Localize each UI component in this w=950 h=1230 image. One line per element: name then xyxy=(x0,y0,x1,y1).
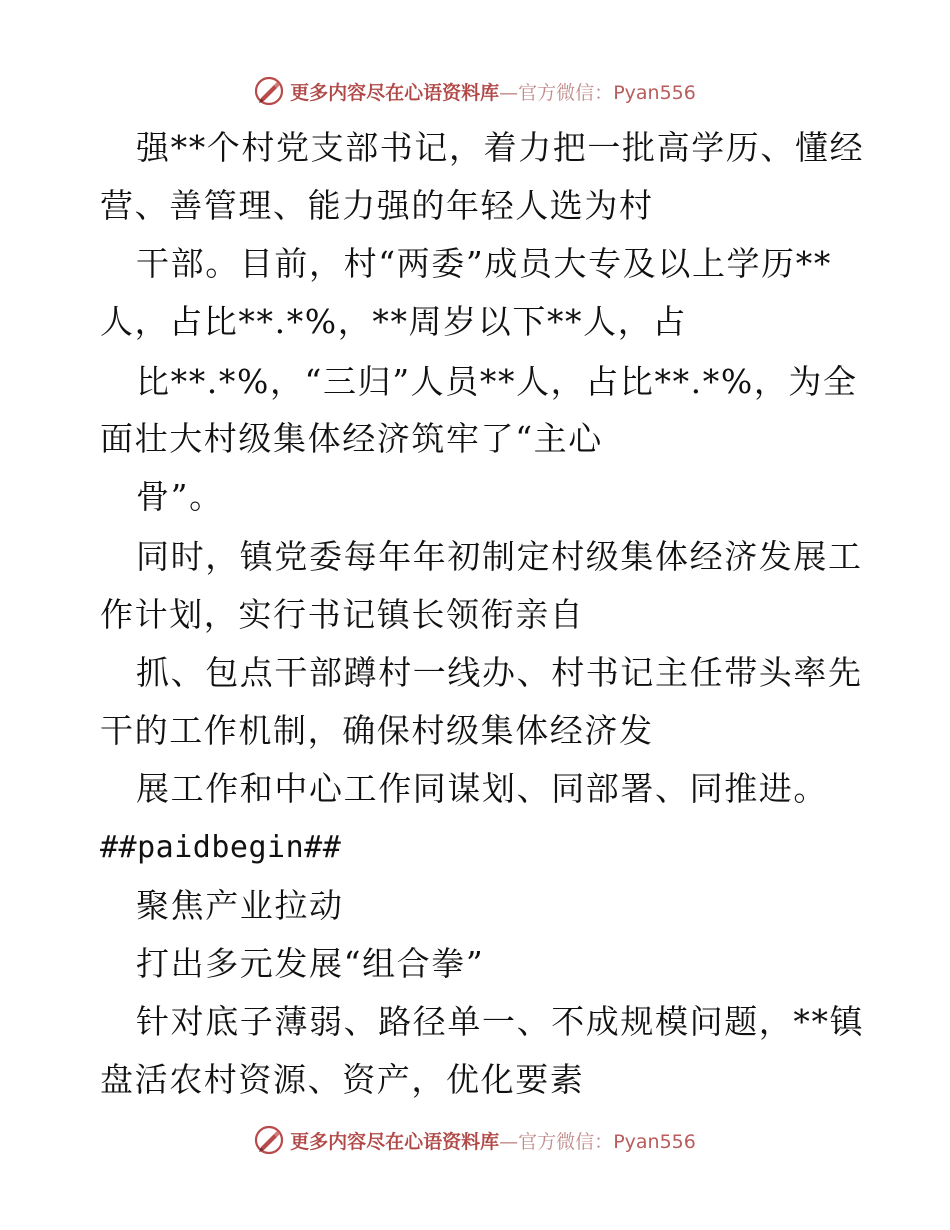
text-line: 面壮大村级集体经济筑牢了“主心 xyxy=(100,419,603,458)
watermark-brand: Pyan556 xyxy=(613,1130,696,1153)
text-line: 抓、包点干部蹲村一线办、村书记主任带头率先 xyxy=(136,653,863,692)
text-line: 同时，镇党委每年年初制定村级集体经济发展工 xyxy=(136,537,863,576)
watermark-lead: 更多内容尽在心语资料库 xyxy=(290,1130,500,1153)
text-line: 盘活农村资源、资产，优化要素 xyxy=(100,1060,585,1099)
text-line: 干的工作机制，确保村级集体经济发 xyxy=(100,711,654,750)
text-line: 骨”。 xyxy=(136,477,224,516)
watermark-brand: Pyan556 xyxy=(613,81,696,104)
watermark-tail: —官方微信： xyxy=(499,81,614,104)
paid-marker: ##paidbegin## xyxy=(100,830,342,865)
text-line: 比**.*%，“三归”人员**人，占比**.*%，为全 xyxy=(136,362,858,401)
text-line: 人，占比**.*%，**周岁以下**人，占 xyxy=(100,302,687,341)
text-line: 展工作和中心工作同谋划、同部署、同推进。 xyxy=(136,769,828,808)
watermark-text xyxy=(290,1127,696,1154)
text-line: 强**个村党支部书记，着力把一批高学历、懂经 xyxy=(136,128,865,167)
text-line: 作计划，实行书记镇长领衔亲自 xyxy=(100,595,585,634)
watermark-tail: —官方微信： xyxy=(499,1130,614,1153)
footer-watermark xyxy=(0,1122,950,1158)
section-subheading: 打出多元发展“组合拳” xyxy=(136,944,485,983)
text-line: 营、善管理、能力强的年轻人选为村 xyxy=(100,186,654,225)
text-line: 针对底子薄弱、路径单一、不成规模问题，**镇 xyxy=(136,1002,865,1041)
watermark-lead: 更多内容尽在心语资料库 xyxy=(290,81,500,104)
section-heading: 聚焦产业拉动 xyxy=(136,886,344,925)
pen-logo-icon xyxy=(254,1125,284,1155)
text-line: 干部。目前，村“两委”成员大专及以上学历** xyxy=(136,244,832,283)
